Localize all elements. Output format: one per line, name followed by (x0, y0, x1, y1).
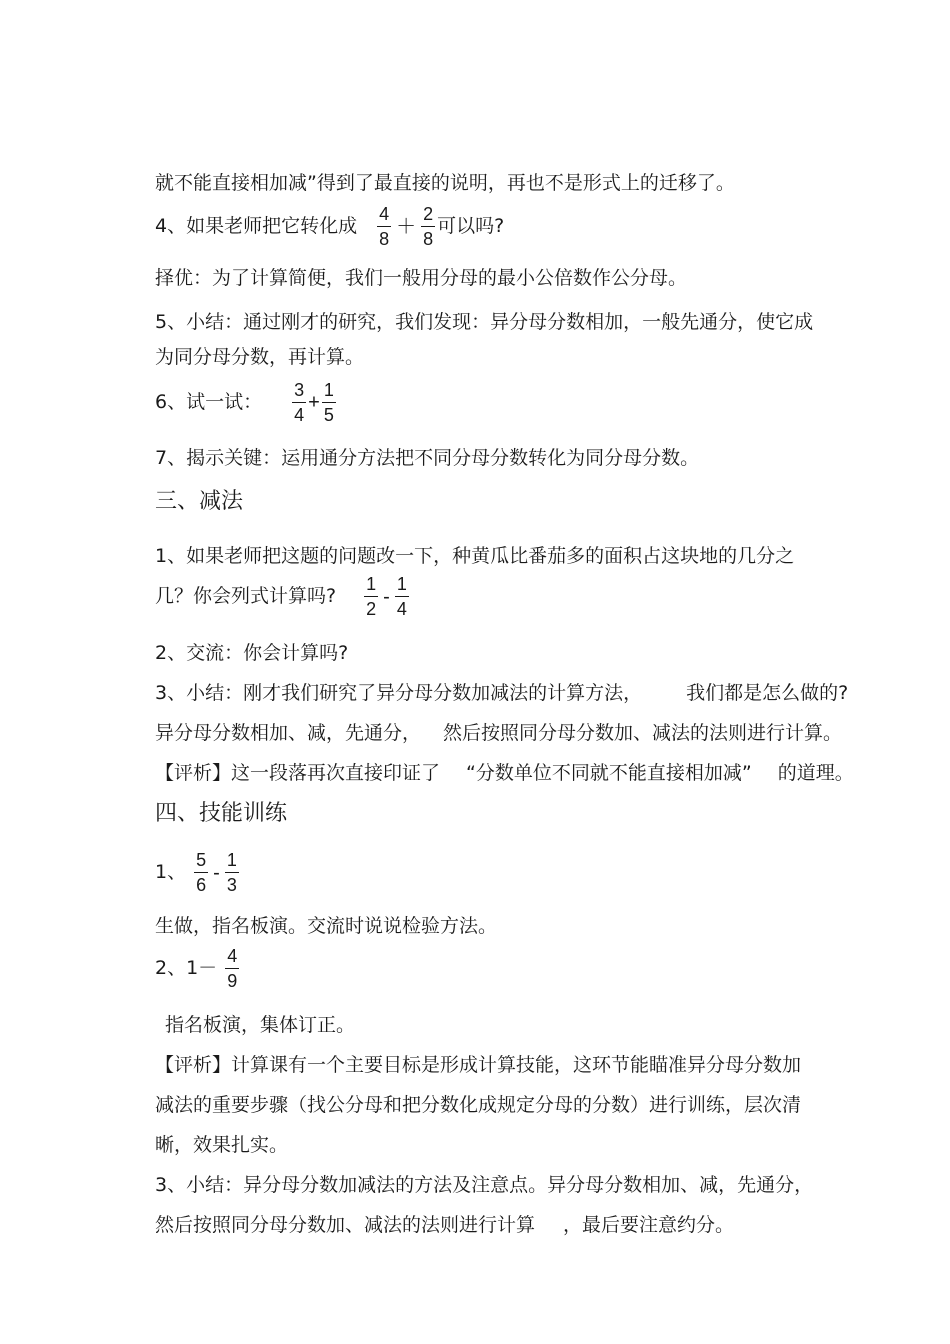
denominator: 3 (226, 875, 237, 895)
text: 【评析】计算课有一个主要目标是形成计算技能，这环节能瞄准异分母分数加 (155, 1054, 802, 1076)
denominator: 8 (423, 229, 434, 249)
paragraph-line (155, 681, 848, 705)
exercise-2 (155, 946, 241, 991)
text: 7、揭示关键：运用通分方法把不同分母分数转化为同分母分数。 (155, 447, 700, 469)
numerator: 4 (377, 204, 391, 227)
text: 3、小结：异分母分数加减法的方法及注意点。异分母分数相加、减，先通分， (155, 1174, 814, 1196)
question-4 (155, 204, 504, 249)
comment-line (155, 761, 854, 785)
fraction (421, 204, 435, 249)
paragraph-line (155, 544, 794, 568)
denominator: 4 (294, 405, 305, 425)
text: “分数单位不同就不能直接相加减” (466, 762, 752, 784)
comment-line (155, 1133, 288, 1157)
text: 减法的重要步骤（找公分母和把分数化成规定分母的分数）进行训练，层次清 (155, 1094, 802, 1116)
paragraph-line (155, 721, 842, 745)
text: 5、小结：通过刚才的研究，我们发现：异分母分数相加，一般先通分，使它成 (155, 311, 814, 333)
text: 6、试一试： (155, 391, 263, 413)
question-6 (155, 380, 338, 425)
question-subtraction (155, 574, 411, 619)
text: 3、小结：刚才我们研究了异分母分数加减法的计算方法， (155, 682, 643, 704)
paragraph-line (155, 641, 348, 665)
paragraph-line (155, 446, 699, 470)
fraction (225, 850, 239, 895)
comment-line (155, 1053, 801, 1077)
text: 4、如果老师把它转化成 (155, 215, 358, 237)
numerator: 5 (194, 850, 208, 873)
text: 四、技能训练 (155, 801, 288, 826)
numerator: 1 (225, 850, 239, 873)
fraction (322, 380, 336, 425)
text: 三、减法 (155, 489, 244, 514)
operator: - (213, 861, 220, 884)
section-heading (155, 488, 243, 516)
fraction (395, 574, 409, 619)
operator: - (383, 585, 390, 608)
text: 为同分母分数，再计算。 (155, 346, 365, 368)
text: 1、 (155, 861, 187, 883)
denominator: 6 (196, 875, 207, 895)
paragraph-line (165, 1013, 355, 1037)
text: 2、交流：你会计算吗? (155, 642, 349, 664)
text: 生做，指名板演。交流时说说检验方法。 (155, 915, 498, 937)
text: 的道理。 (777, 762, 854, 784)
numerator: 1 (322, 380, 336, 403)
paragraph-line (155, 1173, 813, 1197)
text: 然后按照同分母分数加、减法的法则进行计算 (155, 1214, 536, 1236)
text: 晰，效果扎实。 (155, 1134, 289, 1156)
text: 【评析】这一段落再次直接印证了 (155, 762, 441, 784)
denominator: 9 (227, 971, 238, 991)
text: 我们都是怎么做的? (686, 682, 849, 704)
paragraph-line (155, 310, 813, 334)
section-heading (155, 800, 287, 828)
paragraph-line (155, 345, 364, 369)
paragraph-line (155, 171, 735, 195)
denominator: 5 (323, 405, 334, 425)
denominator: 8 (379, 229, 390, 249)
text: 择优：为了计算简便，我们一般用分母的最小公倍数作公分母。 (155, 267, 688, 289)
fraction (225, 946, 239, 991)
text: 指名板演，集体订正。 (165, 1014, 356, 1036)
fraction (364, 574, 378, 619)
exercise-1 (155, 850, 241, 895)
comment-line (155, 1093, 801, 1117)
numerator: 4 (225, 946, 239, 969)
fraction (292, 380, 306, 425)
text: 2、1－ (155, 957, 218, 979)
text: 1、如果老师把这题的问题改一下，种黄瓜比番茄多的面积占这块地的几分之 (155, 545, 795, 567)
paragraph-line (155, 266, 687, 290)
denominator: 2 (366, 599, 377, 619)
text: 几？你会列式计算吗? (155, 585, 337, 607)
fraction (194, 850, 208, 895)
denominator: 4 (396, 599, 407, 619)
fraction (377, 204, 391, 249)
operator: ＋ (396, 215, 417, 238)
paragraph-line (155, 914, 497, 938)
text: 就不能直接相加减”得到了最直接的说明，再也不是形式上的迁移了。 (155, 172, 735, 194)
numerator: 3 (292, 380, 306, 403)
numerator: 1 (395, 574, 409, 597)
text: ，最后要注意约分。 (563, 1214, 735, 1236)
operator: + (308, 391, 320, 414)
numerator: 2 (421, 204, 435, 227)
text: 异分母分数相加、减，先通分， (155, 722, 422, 744)
text: 可以吗? (437, 215, 505, 237)
paragraph-line (155, 1213, 734, 1237)
text: 然后按照同分母分数加、减法的法则进行计算。 (443, 722, 843, 744)
numerator: 1 (364, 574, 378, 597)
